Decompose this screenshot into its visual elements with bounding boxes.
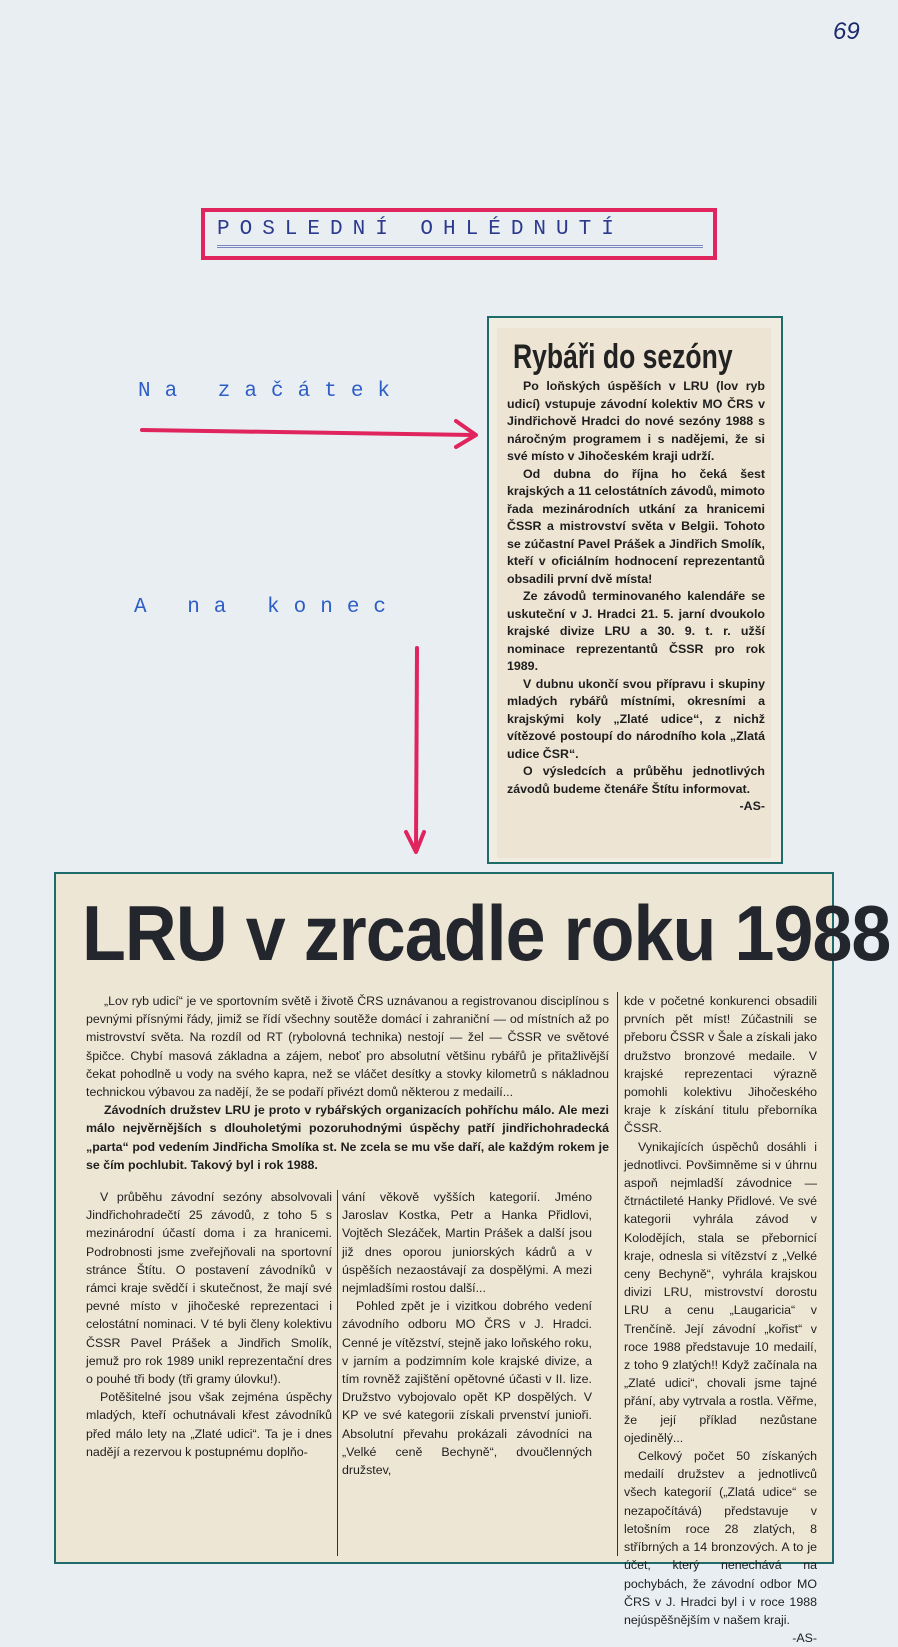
page-heading: POSLEDNÍ OHLÉDNUTÍ xyxy=(217,218,624,241)
paragraph: Od dubna do října ho čeká šest krajských a 11 celostátních závodů, mimoto řada mezinárodních utkání za hranicemi ČSSR a mistrovství světa v Belgii. Tohoto se zúčastní Pavel Prášek a Jindřich Smolík, kteří v oficiálním hodnocení reprezentantů obsadili první dvě místa! xyxy=(507,466,765,586)
paragraph: kde v početné konkurenci obsadili prvních pět míst! Zúčastnili se přeboru ČSSR v Šale a získali jako družstvo bronzové medaile. V krajské reprezentaci výrazně pomohli kolektivu Jihočeského kraje k získání titulu přeborníka ČSSR. xyxy=(624,994,817,1136)
paragraph: Po loňských úspěších v LRU (lov ryb udicí) vstupuje závodní kolektiv MO ČRS v Jindřichově Hradci do nové sezóny 1988 s náročným programem i s nadějemi, že si své místo v Jihočeském kraji udrží. xyxy=(507,379,765,463)
label-start: Na začátek xyxy=(138,380,405,403)
paragraph: Potěšitelné jsou však zejména úspěchy mladých, kteří ochutnávali křest závodníků před málo lety na „Zlaté udici“. Ta je i dnes nadějí a rezervou k postupnému doplňo- xyxy=(86,1390,332,1459)
signature: -AS- xyxy=(792,1631,817,1646)
column-3 xyxy=(624,992,817,1647)
arrow-right-icon xyxy=(142,421,476,447)
clipping-title: Rybáři do sezóny xyxy=(513,338,733,376)
paragraph: V průběhu závodní sezóny absolvovali Jindřichohradečtí 25 závodů, z toho 5 s mezinárodní účastí doma i za hranicemi. Podrobnosti jsme zveřejňovali na sportovní stránce Štítu. O postavení závodníků v rámci kraje svědčí i skutečnost, že mají své pevné místo v jihočeské reprezentaci i celostátní nominaci. V té byli členy kolektivu ČSSR Pavel Prášek a Jindřich Smolík, jemuž pro rok 1989 unikl reprezentační dres o pouhé tři body (tři gramy úlovku!). xyxy=(86,1190,332,1387)
paragraph: Vynikajících úspěchů dosáhli i jednotlivci. Povšimněme si v úhrnu aspoň nejmladší závodnice — čtrnáctileté Hanky Přidlové. Ve své kategorii vyhrála závod v Kolodějích, stala se přebornicí kraje, odnesla si vítězství z „Velké ceny Bechyně“, vyhrála krajskou divizi LRU, mistrovství dorostu LRU a cenu „Laugaricia“ v Trenčíně. Její závodní „kořist“ v roce 1988 představuje 10 medailí, z toho 9 zlatých!! Když začínala na „Zlaté udici“, chovali jsme tajné přání, aby vytrvala a rostla. Věřme, že její příklad nezůstane ojedinělý... xyxy=(624,1139,817,1445)
column-1 xyxy=(86,1188,332,1461)
paragraph: O výsledcích a průběhu jednotlivých závodů budeme čtenáře Štítu informovat. xyxy=(507,764,765,796)
arrow-down-icon xyxy=(406,648,424,852)
paragraph: „Lov ryb udicí“ je ve sportovním světě i životě ČRS uznávanou a registrovanou disciplínou s pevnými přísnými řády, jimiž se řídí všechny soutěže domácí i zahraniční — od místních až po mistrovství světa. Na rozdíl od RT (rybolovná technika) nestojí — žel — ČSSR ve světové špičce. Chybí masová základna a zájem, neboť pro absolutní většinu rybářů je přitažlivější čekat pohodlně u vody na svého kapra, než se vláčet desítky a stovky kilometrů s nákladnou technickou výbavou za nadějí, že se podaří přivézt domů některou z medailí... xyxy=(86,994,609,1100)
lead-text xyxy=(86,992,609,1174)
column-2 xyxy=(342,1188,592,1479)
column-rule xyxy=(337,1190,338,1556)
clipping-body xyxy=(507,378,765,816)
clipping-lru xyxy=(54,872,891,1646)
page-number: 69 xyxy=(833,18,860,45)
paragraph: Celkový počet 50 získaných medailí družstev a jednotlivců všech kategorií („Zlatá udice“ se nezapočítává) představuje v letošním roce 28 zlatých, 8 stříbrných a 14 bronzových. A to je účet, který nenechává na pochybách, že závodní odbor MO ČRS v J. Hradci byl i v roce 1988 nejúspěšnějším v našem kraji. xyxy=(624,1449,817,1627)
column-rule xyxy=(617,992,618,1556)
paragraph: V dubnu ukončí svou přípravu i skupiny mladých rybářů místními, okresními a krajskými koly „Zlaté udice“, z nichž vítězové postoupí do národního kola „Zlatá udice ČSR“. xyxy=(507,676,765,761)
signature: -AS- xyxy=(739,799,765,813)
paragraph: Ze závodů terminovaného kalendáře se uskuteční v J. Hradci 21. 5. jarní dvoukolo krajské divize LRU a 30. 9. t. r. užší nominace reprezentantů ČSSR pro rok 1989. xyxy=(507,589,765,673)
paragraph: Pohled zpět je i vizitkou dobrého vedení závodního odboru MO ČRS v J. Hradci. Cenné je vítězství, stejně jako loňského roku, v jarním a podzimním kole krajské divize, a tím rovněž zajištění opětovné účasti v II. lize. Družstvo vybojovalo opět KP dospělých. V KP ve své kategorii získali prvenství junioři. Absolutní převahu prokázali závodníci na „Velké ceně Bechyně“, dvoučlenných družstev, xyxy=(342,1299,592,1478)
clipping-headline: LRU v zrcadle roku 1988 xyxy=(82,889,891,977)
clipping-rybari xyxy=(487,316,783,864)
label-end: A na konec xyxy=(134,596,401,619)
paragraph: vání věkově vyšších kategorií. Jméno Jaroslav Kostka, Petr a Hanka Přidlovi, Vojtěch Slezáček, Martin Prášek a další jsou již dnes oporou juniorských kádrů a v úspěších nezaostávají za dospělými. A mezi nejmladšími rostou další... xyxy=(342,1190,592,1296)
paragraph: Závodních družstev LRU je proto v rybářských organizacích pohříchu málo. Ale mezi málo nejvěrnějších s dlouholetými pozoruhodnými úspěchy patří jindřichohradecká „parta“ pod vedením Jindřicha Smolíka st. Ne zcela se mu vše daří, ale každým rokem je se čím pochlubit. Takový byl i rok 1988. xyxy=(86,1103,609,1172)
